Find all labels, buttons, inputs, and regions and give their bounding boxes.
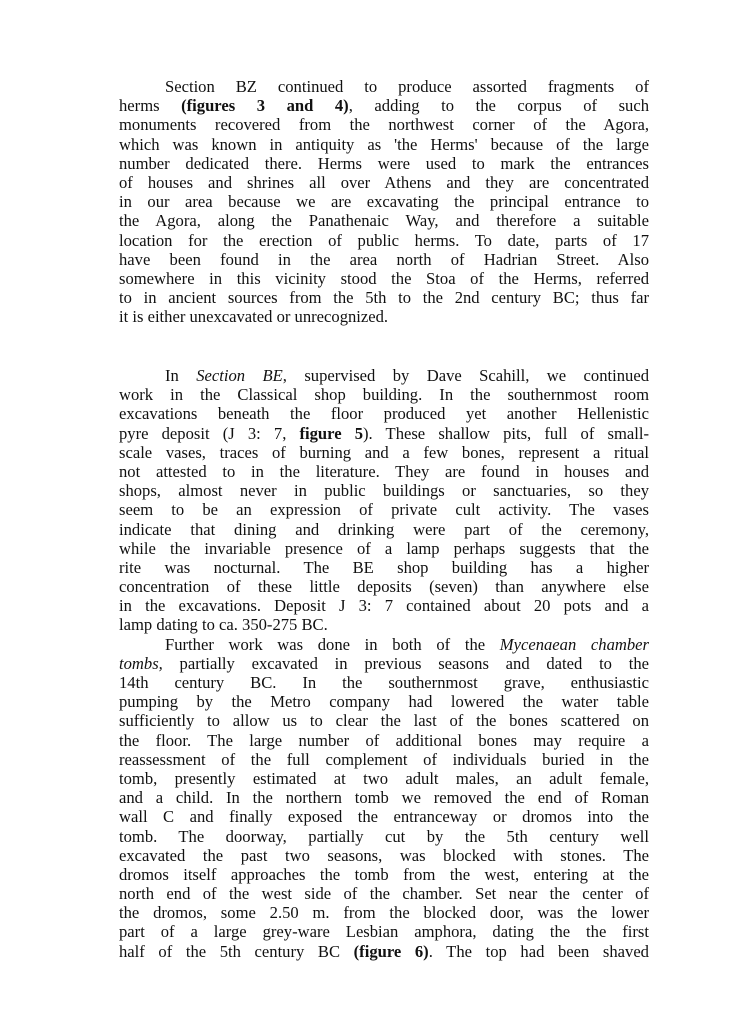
text-line xyxy=(119,922,649,941)
text-line xyxy=(119,154,649,173)
paragraph-section-bz xyxy=(119,77,649,326)
text-line xyxy=(119,903,649,922)
text-run: to in ancient sources from the 5th to the 2nd century BC; thus far xyxy=(119,288,649,308)
text-run: seem to be an expression of private cult activity. The vases xyxy=(119,500,649,520)
text-line xyxy=(119,500,649,519)
text-line xyxy=(119,424,649,443)
text-line xyxy=(119,520,649,539)
text-line xyxy=(119,673,649,692)
text-run: . The top had been shaved xyxy=(428,941,649,961)
text-line xyxy=(119,711,649,730)
text-run: half of the 5th century BC xyxy=(119,941,354,961)
text-line xyxy=(119,654,649,673)
text-line xyxy=(119,135,649,154)
text-line xyxy=(119,288,649,307)
text-line xyxy=(119,769,649,788)
bold-text: (figures 3 and 4) xyxy=(181,96,349,116)
text-run: sufficiently to allow us to clear the last of the bones scattered on xyxy=(119,711,649,731)
text-run: it is either unexcavated or unrecognized. xyxy=(119,307,389,327)
text-run: ). These shallow pits, full of small- xyxy=(363,423,649,443)
text-run: have been found in the area north of Hadrian Street. Also xyxy=(119,249,649,269)
text-line xyxy=(119,231,649,250)
paragraph-section-be xyxy=(119,366,649,961)
text-run: in our area because we are excavating the principal entrance to xyxy=(119,192,649,212)
text-line xyxy=(119,481,649,500)
text-run: and a child. In the northern tomb we removed the end of Roman xyxy=(119,788,649,808)
text-run: scale vases, traces of burning and a few bones, represent a ritual xyxy=(119,442,649,462)
text-run: wall C and finally exposed the entranceway or dromos into the xyxy=(119,807,649,827)
text-line xyxy=(119,96,649,115)
text-line xyxy=(119,577,649,596)
text-line xyxy=(119,865,649,884)
bold-text: (figure 6) xyxy=(353,941,429,961)
text-line xyxy=(119,77,649,96)
text-run: while the invariable presence of a lamp perhaps suggests that the xyxy=(119,538,649,558)
text-line xyxy=(119,807,649,826)
text-run: Section BZ continued to produce assorted fragments of xyxy=(165,77,649,96)
text-line xyxy=(119,366,649,385)
text-line xyxy=(119,211,649,230)
text-line xyxy=(119,884,649,903)
text-line xyxy=(119,173,649,192)
text-run: location for the erection of public herms. To date, parts of 17 xyxy=(119,230,649,250)
text-run: excavated the past two seasons, was blocked with stones. The xyxy=(119,845,649,865)
text-run: number dedicated there. Herms were used to mark the entrances xyxy=(119,153,649,173)
text-line xyxy=(119,635,649,654)
text-line xyxy=(119,539,649,558)
text-run: , supervised by Dave Scahill, we continued xyxy=(282,366,649,385)
text-line xyxy=(119,250,649,269)
italic-text: tombs, xyxy=(119,653,163,673)
text-line xyxy=(119,750,649,769)
text-run: dromos itself approaches the tomb from the west, entering at the xyxy=(119,864,649,884)
text-run: of houses and shrines all over Athens and they are concentrated xyxy=(119,172,649,192)
text-run: the dromos, some 2.50 m. from the blocked door, was the lower xyxy=(119,903,649,923)
text-line xyxy=(119,615,649,634)
text-line xyxy=(119,192,649,211)
text-run: somewhere in this vicinity stood the Stoa of the Herms, referred xyxy=(119,268,649,288)
text-run: work in the Classical shop building. In the southernmost room xyxy=(119,385,649,405)
text-line xyxy=(119,269,649,288)
text-run: partially excavated in previous seasons and dated to the xyxy=(162,653,649,673)
text-line xyxy=(119,788,649,807)
text-line xyxy=(119,558,649,577)
italic-text: Section BE xyxy=(196,366,283,385)
text-run: part of a large grey-ware Lesbian amphora, dating the the first xyxy=(119,922,649,942)
text-run: indicate that dining and drinking were part of the ceremony, xyxy=(119,519,649,539)
text-run: In xyxy=(165,366,197,385)
text-run: herms xyxy=(119,96,182,116)
text-line xyxy=(119,443,649,462)
text-run: reassessment of the full complement of individuals buried in the xyxy=(119,749,649,769)
text-run: concentration of these little deposits (seven) than anywhere else xyxy=(119,577,649,597)
text-run: lamp dating to ca. 350-275 BC. xyxy=(119,615,328,635)
text-line xyxy=(119,115,649,134)
text-run: shops, almost never in public buildings or sanctuaries, so they xyxy=(119,481,649,501)
text-run: rite was nocturnal. The BE shop building has a higher xyxy=(119,557,649,577)
text-line xyxy=(119,692,649,711)
text-run: tomb, presently estimated at two adult males, an adult female, xyxy=(119,768,649,788)
text-run: which was known in antiquity as 'the Herms' because of the large xyxy=(119,134,649,154)
text-run: , adding to the corpus of such xyxy=(348,96,649,116)
text-run: monuments recovered from the northwest corner of the Agora, xyxy=(119,115,649,135)
text-run: the floor. The large number of additional bones may require a xyxy=(119,730,649,750)
text-line xyxy=(119,846,649,865)
text-line xyxy=(119,942,649,961)
text-run: Further work was done in both of the xyxy=(165,634,500,654)
text-line xyxy=(119,731,649,750)
text-run: not attested to in the literature. They are found in houses and xyxy=(119,461,649,481)
text-run: north end of the west side of the chamber. Set near the center of xyxy=(119,884,649,904)
bold-text: figure 5 xyxy=(299,423,364,443)
text-run: in the excavations. Deposit J 3: 7 contained about 20 pots and a xyxy=(119,596,649,616)
text-run: the Agora, along the Panathenaic Way, and therefore a suitable xyxy=(119,211,649,231)
text-run: pyre deposit (J 3: 7, xyxy=(119,423,300,443)
text-run: tomb. The doorway, partially cut by the 5th century well xyxy=(119,826,649,846)
text-line xyxy=(119,462,649,481)
text-line xyxy=(119,385,649,404)
text-line xyxy=(119,596,649,615)
text-line xyxy=(119,307,649,326)
italic-text: Mycenaean chamber xyxy=(499,634,649,654)
text-run: excavations beneath the floor produced yet another Hellenistic xyxy=(119,404,649,424)
text-run: pumping by the Metro company had lowered the water table xyxy=(119,692,649,712)
text-line xyxy=(119,827,649,846)
text-run: 14th century BC. In the southernmost grave, enthusiastic xyxy=(119,673,649,692)
text-line xyxy=(119,404,649,423)
